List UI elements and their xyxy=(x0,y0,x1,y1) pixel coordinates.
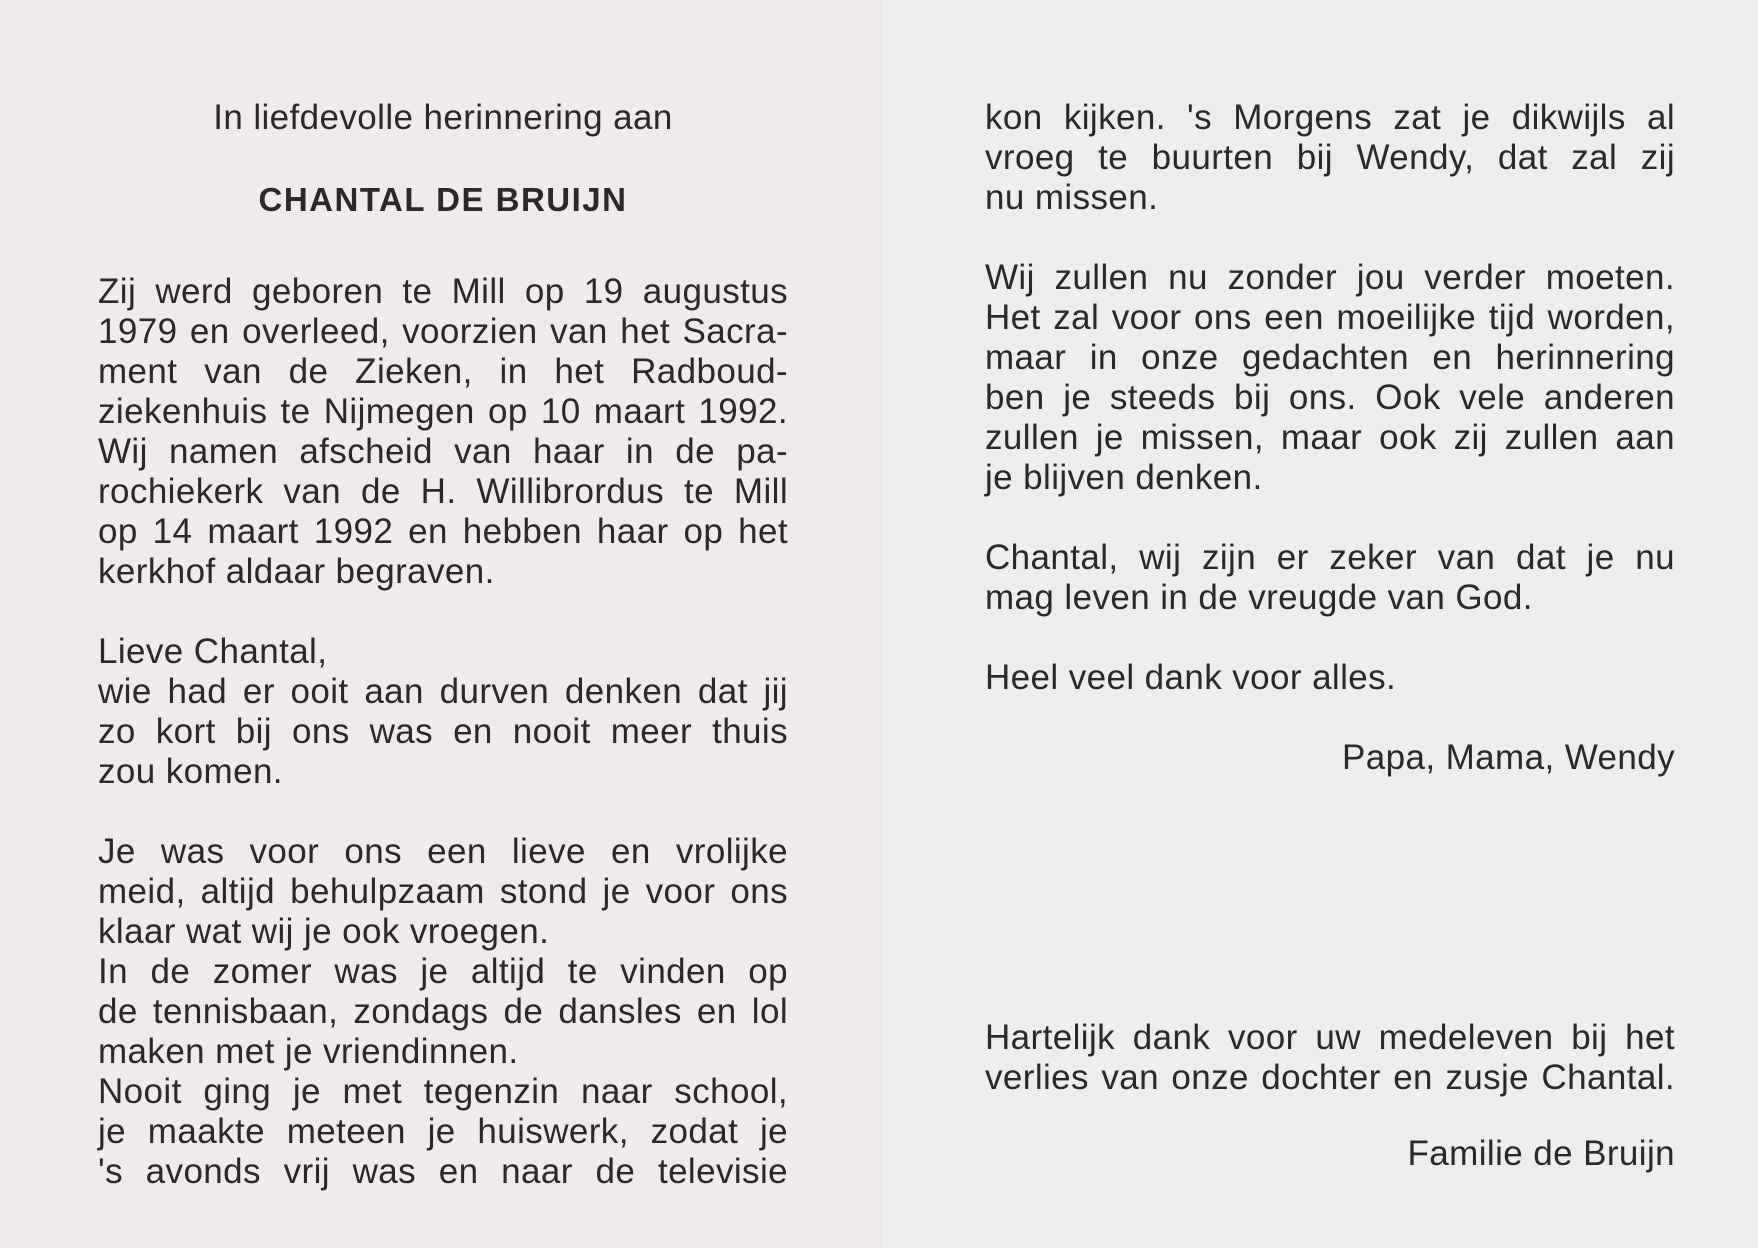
letter-line: ben je steeds bij ons. Ook vele anderen xyxy=(985,378,1675,417)
bio-line: ment van de Zieken, in het Radboud- xyxy=(98,352,788,391)
bio-line: 1979 en overleed, voorzien van het Sacra- xyxy=(98,312,788,351)
letter-line: 's avonds vrij was en naar de televisie xyxy=(98,1152,788,1191)
bio-line: rochiekerk van de H. Willibrordus te Mill xyxy=(98,472,788,511)
biography-paragraph xyxy=(98,272,788,592)
closing-block xyxy=(985,1018,1675,1174)
faith-paragraph xyxy=(985,538,1675,618)
closing-line: Hartelijk dank voor uw medeleven bij het xyxy=(985,1018,1675,1057)
letter-line: klaar wat wij je ook vroegen. xyxy=(98,912,550,951)
continuation-paragraph xyxy=(985,98,1675,218)
letter-line: Het zal voor ons een moeilijke tijd worden, xyxy=(985,298,1675,337)
letter-line: Chantal, wij zijn er zeker van dat je nu xyxy=(985,538,1675,577)
left-column xyxy=(98,98,788,1192)
bio-line: op 14 maart 1992 en hebben haar op het xyxy=(98,512,788,551)
farewell-paragraph xyxy=(985,258,1675,498)
letter-line: mag leven in de vreugde van God. xyxy=(985,578,1533,617)
letter-line: meid, altijd behulpzaam stond je voor ons xyxy=(98,872,788,911)
letter-line: nu missen. xyxy=(985,178,1159,217)
letter-line: maar in onze gedachten en herinnering xyxy=(985,338,1675,377)
letter-paragraph-2 xyxy=(98,832,788,1192)
card-fold xyxy=(878,0,881,1248)
letter-line: de tennisbaan, zondags de dansles en lol xyxy=(98,992,788,1031)
letter-line: kon kijken. 's Morgens zat je dikwijls al xyxy=(985,98,1675,137)
letter-line: In de zomer was je altijd te vinden op xyxy=(98,952,788,991)
family-signature: Papa, Mama, Wendy xyxy=(1342,738,1675,777)
intro-text: In liefdevolle herinnering aan xyxy=(213,98,673,137)
letter-line: maken met je vriendinnen. xyxy=(98,1032,519,1071)
letter-line: zullen je missen, maar ook zij zullen aan xyxy=(985,418,1675,457)
bio-line: ziekenhuis te Nijmegen op 10 maart 1992. xyxy=(98,392,788,431)
letter-line: wie had er ooit aan durven denken dat jij xyxy=(98,672,788,711)
letter-line: Nooit ging je met tegenzin naar school, xyxy=(98,1072,788,1111)
letter-line: Lieve Chantal, xyxy=(98,632,328,671)
letter-line: je maakte meteen je huiswerk, zodat je xyxy=(98,1112,788,1151)
deceased-name: CHANTAL DE BRUIJN xyxy=(258,181,628,218)
thanks-line: Heel veel dank voor alles. xyxy=(985,658,1397,697)
bio-line: kerkhof aldaar begraven. xyxy=(98,552,495,591)
letter-line: zou komen. xyxy=(98,752,283,791)
letter-line: Wij zullen nu zonder jou verder moeten. xyxy=(985,258,1675,297)
letter-line: Je was voor ons een lieve en vrolijke xyxy=(98,832,788,871)
letter-line: zo kort bij ons was en nooit meer thuis xyxy=(98,712,788,751)
letter-line: je blijven denken. xyxy=(985,458,1263,497)
family-name: Familie de Bruijn xyxy=(1407,1134,1675,1173)
letter-paragraph-1 xyxy=(98,632,788,792)
right-column xyxy=(985,98,1675,778)
letter-line: vroeg te buurten bij Wendy, dat zal zij xyxy=(985,138,1675,177)
bio-line: Zij werd geboren te Mill op 19 augustus xyxy=(98,272,788,311)
closing-line: verlies van onze dochter en zusje Chantal. xyxy=(985,1058,1675,1097)
bio-line: Wij namen afscheid van haar in de pa- xyxy=(98,432,788,471)
